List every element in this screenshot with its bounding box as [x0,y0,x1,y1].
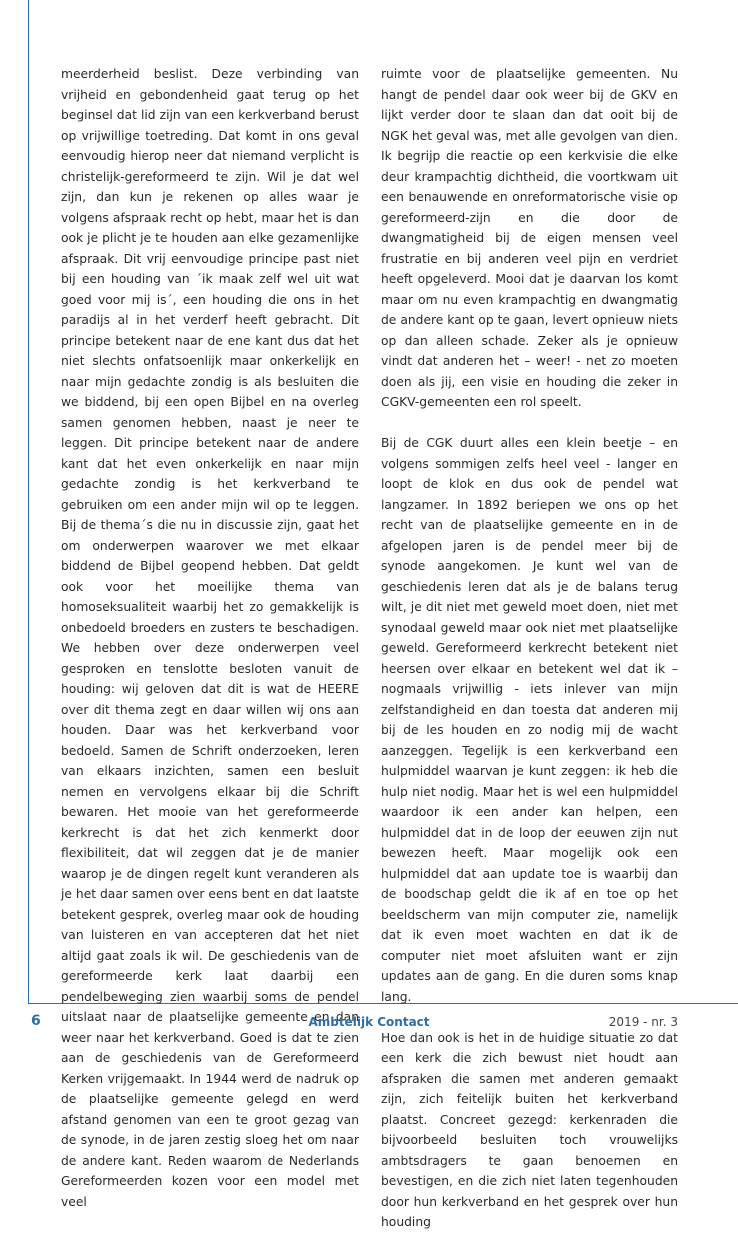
paragraph: meerderheid beslist. Deze verbinding van vrijheid en gebondenheid gaat terug op het beginsel dat lid zijn van een kerkverband berust op vrijwillige toetreding. Dat komt in ons geval eenvoudig hierop neer dat niemand verplicht is christelijk-gereformeerd te zijn. Wil je dat wel zijn, dan kun je rekenen op alles waar je volgens afspraak recht op hebt, maar het is dan ook je plicht je te houden aan elke gezamenlijke afspraak. Dit vrij eenvoudige principe past niet bij een houding van ´ik maak zelf wel uit wat goed voor mij is´, een houding die ons in het paradijs al in het verderf heeft gebracht. Dit principe betekent naar de ene kant dus dat het niet slechts onfatsoenlijk maar onkerkelijk en naar mijn gedachte zondig is als besluiten die we biddend, bij een open Bijbel en na overleg samen genomen hebben, naast je neer te leggen. Dit principe betekent naar de andere kant dat het even onkerkelijk en naar mijn gedachte zondig is het kerkverband te gebruiken om een ander mijn wil op te leggen. Bij de thema´s die nu in discussie zijn, gaat het om onderwerpen waarover we met elkaar biddend de Bijbel geopend hebben. Dat geldt ook voor het moeilijke thema van homoseksualiteit waarbij het zo gemakkelijk is onbedoeld broeders en zusters te beschadigen. We hebben over deze onderwerpen veel gesproken en tenslotte besloten vanuit de houding: wij geloven dat dit is wat de HEERE over dit thema zegt en daar willen wij ons aan houden. Daar was het kerkverband voor bedoeld. Samen de Schrift onderzoeken, leren van elkaars inzichten, samen een besluit nemen en vervolgens elkaar bij die Schrift bewaren. Het mooie van het gereformeerde kerkrecht is dat het zich kenmerkt door flexibiliteit, dat wil zeggen dat je de manier waarop je de dingen regelt kunt veranderen als je het daar samen over eens bent en dat laatste betekent gesprek, overleg maar ook de houding van luisteren en van accepteren dat het niet altijd gaat zoals ik wil. De geschiedenis van de gereformeerde kerk laat daarbij een pendelbeweging zien waarbij soms de pendel uitslaat naar de plaatselijke gemeente en dan weer naar het kerkverband. Goed is dat te zien aan de geschiedenis van de Gereformeerd Kerken vrijgemaakt. In 1944 werd de nadruk op de plaatselijke gemeente gelegd en werd afstand genomen van een te groot gezag van de synode, in de jaren zestig sloeg het om naar de andere kant. Reden waarom de Nederlands Gereformeerden kozen voor een model met veel [61,67,359,1209]
paragraph: Hoe dan ook is het in de huidige situatie zo dat een kerk die zich bewust niet houdt aan afspraken die samen met anderen gemaakt zijn, zich feitelijk buiten het kerkverband plaatst. Concreet gezegd: kerkenraden die bijvoorbeeld besluiten toch vrouwelijks ambtsdragers te gaan benoemen en bevestigen, en die zich niet laten tegenhouden door hun kerkverband en het gesprek over hun houding [381,1030,678,1229]
issue-label: 2019 - nr. 3 [608,1015,678,1029]
magazine-title: Ambtelijk Contact [308,1015,430,1029]
left-column [61,64,359,1212]
margin-rule-vertical [28,0,29,1003]
right-column [381,64,678,1233]
page-number: 6 [31,1013,41,1029]
paragraph: ruimte voor de plaatselijke gemeenten. Nu hangt de pendel daar ook weer bij de GKV en lijkt verder door te slaan dan dat ooit bij de NGK het geval was, met alle gevolgen van dien. Ik begrijp die reactie op een kerkvisie die elke deur krampachtig dichtheid, die voortkwam uit een benauwende en onreformatorische visie op gereformeerd-zijn en die door de dwangmatigheid bij de eigen mensen veel frustratie en bij anderen veel pijn en verdriet heeft opgeleverd. Mooi dat je daarvan los komt maar om nu even krampachtig en dwangmatig de andere kant op te gaan, levert opnieuw niets op dan alleen schade. Zeker als je opnieuw vindt dat anderen het – weer! - net zo moeten doen als jij, een visie en houding die zeker in CGKV-gemeenten een rol speelt. [381,67,678,409]
paragraph: Bij de CGK duurt alles een klein beetje – en volgens sommigen zelfs heel veel - langer en loopt de klok en dus ook de pendel wat langzamer. In 1892 beriepen we ons op het recht van de plaatselijke gemeente en in de afgelopen jaren is de pendel meer bij de synode aangekomen. Je kunt wel van de geschiedenis leren dat als je de balans terug wilt, je dit niet met geweld moet doen, niet met synodaal geweld maar ook niet met plaatselijke geweld. Gereformeerd kerkrecht betekent niet heersen over elkaar en betekent wel dat ik – nogmaals vrijwillig - iets inlever van mijn zelfstandigheid en dan toesta dat anderen mij bij de les houden en zo nodig mij de wacht aanzeggen. Tegelijk is een kerkverband een hulpmiddel waarvan je kunt zeggen: ik heb die hulp niet nodig. Maar het is wel een hulpmiddel waardoor ik een ander kan helpen, een hulpmiddel dat in de loop der eeuwen zijn nut bewezen heeft. Maar mogelijk ook een hulpmiddel dat aan update toe is waarbij dan de boodschap geldt die ik af en toe op het beeldscherm van mijn computer zie, namelijk dat ik even moet wachten en dat ik de computer niet moet afsluiten want er zijn updates aan de gang. En die duren soms knap lang. [381,436,678,1004]
